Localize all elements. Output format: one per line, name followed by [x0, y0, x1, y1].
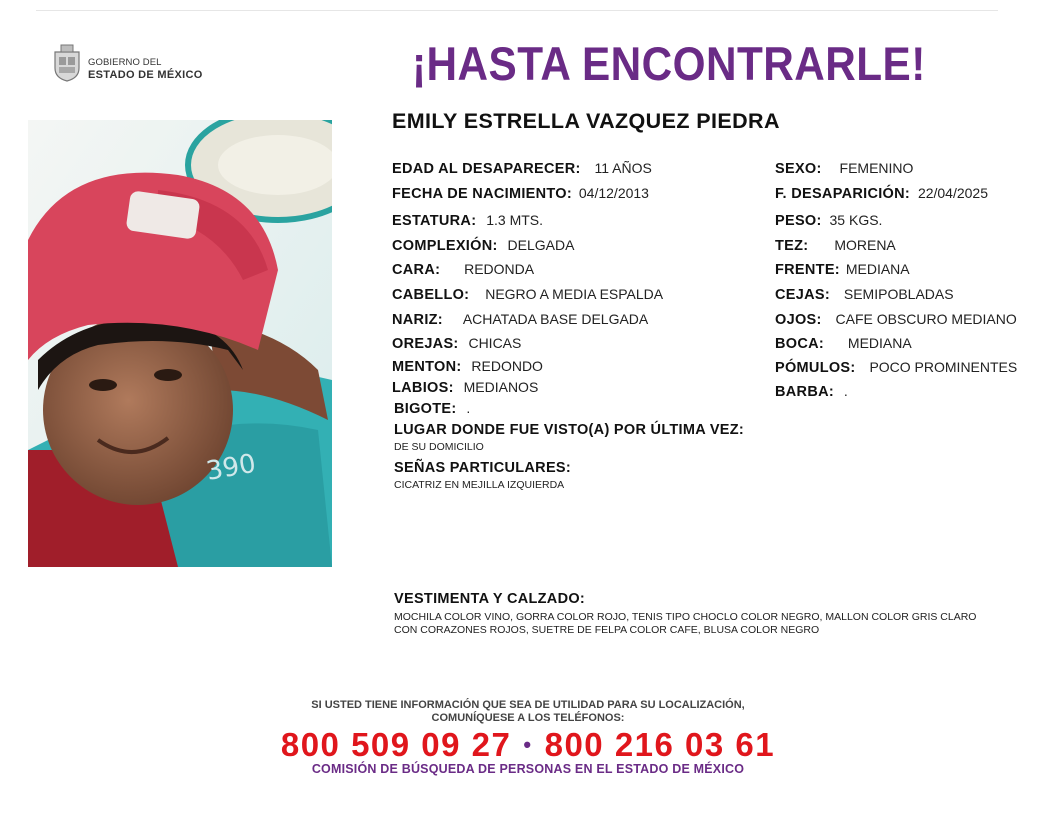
detail-label: COMPLEXIÓN: — [392, 238, 498, 254]
detail-label: BARBA: — [775, 384, 834, 400]
detail-value: MEDIANA — [847, 335, 912, 351]
detail-label: CARA: — [392, 262, 441, 278]
top-divider — [36, 10, 998, 11]
detail-value: POCO PROMINENTES — [869, 359, 1018, 375]
detail-build — [392, 236, 574, 255]
last-seen-value: DE SU DOMICILIO — [394, 441, 484, 453]
detail-lips — [392, 378, 538, 397]
government-logo — [52, 44, 252, 84]
detail-value: NEGRO A MEDIA ESPALDA — [485, 286, 664, 302]
detail-value: MEDIANA — [845, 261, 910, 277]
detail-ears — [392, 334, 521, 353]
detail-label: OREJAS: — [392, 336, 459, 352]
detail-label: LABIOS: — [392, 380, 454, 396]
detail-value: FEMENINO — [839, 160, 914, 176]
detail-nose — [392, 310, 648, 329]
detail-label: TEZ: — [775, 238, 809, 254]
detail-eyebrows — [775, 285, 954, 304]
detail-cheekbones — [775, 358, 1017, 377]
detail-weight — [775, 211, 882, 230]
last-seen-heading: LUGAR DONDE FUE VISTO(A) POR ÚLTIMA VEZ: — [394, 422, 745, 438]
detail-label: F. DESAPARICIÓN: — [775, 186, 911, 202]
logo-line-2: ESTADO DE MÉXICO — [88, 69, 203, 81]
photo-image — [28, 120, 332, 567]
detail-value: 1.3 MTS. — [486, 212, 544, 228]
detail-label: BOCA: — [775, 336, 825, 352]
detail-label: PÓMULOS: — [775, 360, 856, 376]
detail-label: BIGOTE: — [394, 401, 457, 417]
missing-person-photo — [28, 120, 332, 567]
detail-label: NARIZ: — [392, 312, 443, 328]
detail-value: REDONDO — [471, 358, 543, 374]
detail-forehead — [775, 260, 910, 279]
phone-numbers — [0, 724, 1056, 766]
marks-heading: SEÑAS PARTICULARES: — [394, 460, 572, 476]
poster-title: ¡HASTA ENCONTRARLE! — [412, 37, 926, 90]
detail-mouth — [775, 334, 912, 353]
detail-age — [392, 159, 652, 178]
marks-value: CICATRIZ EN MEJILLA IZQUIERDA — [394, 479, 565, 491]
detail-label: SEXO: — [775, 161, 822, 177]
detail-sex — [775, 159, 913, 178]
detail-value: 22/04/2025 — [917, 185, 989, 201]
detail-mustache — [394, 399, 470, 418]
detail-label: OJOS: — [775, 312, 822, 328]
detail-face — [392, 260, 534, 279]
detail-label: FRENTE: — [775, 262, 840, 278]
detail-eyes — [775, 310, 1017, 329]
detail-birthdate — [392, 184, 649, 203]
detail-value: MEDIANOS — [463, 379, 539, 395]
detail-label: PESO: — [775, 213, 822, 229]
info-line-1: SI USTED TIENE INFORMACIÓN QUE SEA DE UTILIDAD PARA SU LOCALIZACIÓN, — [311, 699, 745, 711]
detail-value: CAFE OBSCURO MEDIANO — [835, 311, 1017, 327]
detail-disappearance-date — [775, 184, 988, 203]
svg-text:390: 390 — [204, 448, 259, 487]
detail-value: 11 AÑOS — [594, 160, 652, 176]
detail-label: CABELLO: — [392, 287, 470, 303]
logo-line-1: GOBIERNO DEL — [88, 57, 162, 68]
detail-label: ESTATURA: — [392, 213, 477, 229]
detail-label: MENTON: — [392, 359, 462, 375]
logo-wordmark — [88, 57, 203, 81]
info-line-2: COMUNÍQUESE A LOS TELÉFONOS: — [431, 712, 625, 724]
phone-number-2[interactable]: 800 216 03 61 — [544, 726, 776, 763]
detail-value: . — [466, 400, 471, 416]
detail-label: FECHA DE NACIMIENTO: — [392, 186, 572, 202]
phone-number-1[interactable]: 800 509 09 27 — [280, 726, 512, 763]
person-name: EMILY ESTRELLA VAZQUEZ PIEDRA — [392, 109, 780, 133]
detail-value: REDONDA — [464, 261, 535, 277]
detail-chin — [392, 357, 543, 376]
detail-beard — [775, 382, 848, 401]
clothing-heading: VESTIMENTA Y CALZADO: — [394, 591, 586, 607]
detail-height — [392, 211, 543, 230]
clothing-line-2: CON CORAZONES ROJOS, SUETRE DE FELPA COLOR CAFE, BLUSA COLOR NEGRO — [394, 624, 820, 636]
detail-value: 04/12/2013 — [578, 185, 649, 201]
detail-hair — [392, 285, 663, 304]
commission-name: COMISIÓN DE BÚSQUEDA DE PERSONAS EN EL ESTADO DE MÉXICO — [311, 762, 745, 776]
detail-value: . — [843, 383, 848, 399]
detail-value: SEMIPOBLADAS — [843, 286, 954, 302]
state-seal-icon — [52, 44, 82, 82]
detail-value: DELGADA — [507, 237, 575, 253]
detail-value: MORENA — [834, 237, 896, 253]
clothing-line-1: MOCHILA COLOR VINO, GORRA COLOR ROJO, TENIS TIPO CHOCLO COLOR NEGRO, MALLON COLOR GRIS CLARO — [394, 611, 977, 623]
separator-dot: • — [523, 732, 533, 757]
detail-complexion — [775, 236, 896, 255]
detail-value: ACHATADA BASE DELGADA — [462, 311, 649, 327]
detail-value: 35 KGS. — [829, 212, 883, 228]
detail-value: CHICAS — [468, 335, 522, 351]
detail-label: EDAD AL DESAPARECER: — [392, 161, 581, 177]
detail-label: CEJAS: — [775, 287, 830, 303]
